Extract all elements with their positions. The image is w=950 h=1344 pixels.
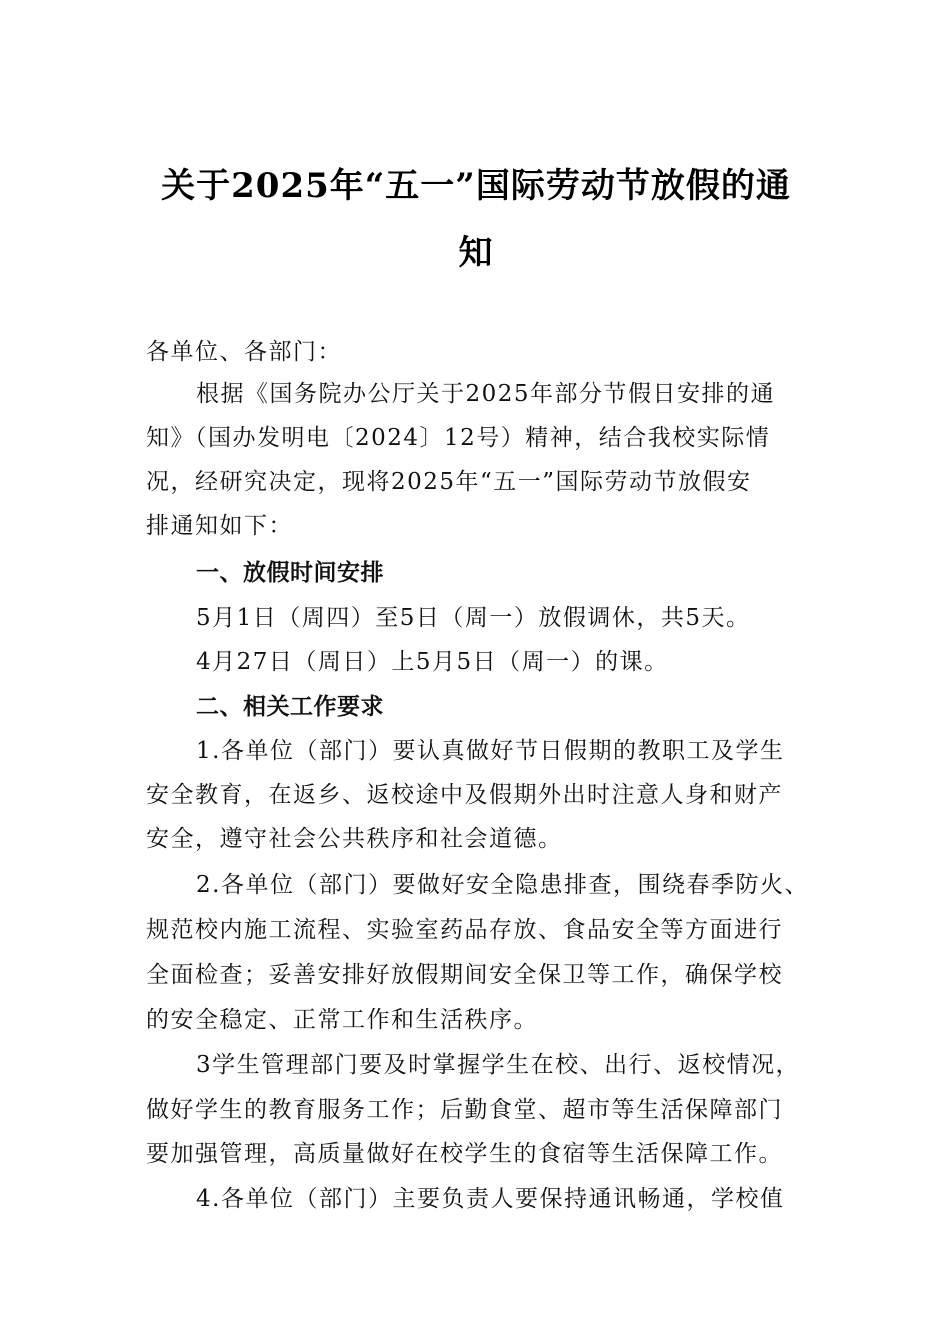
section1-line: 4月27日（周日）上5月5日（周一）的课。 <box>196 649 669 675</box>
item4-line: 4.各单位（部门）主要负责人要保持通讯畅通，学校值 <box>196 1186 785 1212</box>
intro-line: 知》（国办发明电〔2024〕12号）精神，结合我校实际情 <box>146 425 771 451</box>
item2-line: 的安全稳定、正常工作和生活秩序。 <box>146 1007 538 1033</box>
document-title-line-1: 关于2025年“五一”国际劳动节放假的通 <box>161 166 791 206</box>
item3-line: 做好学生的教育服务工作；后勤食堂、超市等生活保障部门 <box>146 1097 783 1123</box>
item2-line: 2.各单位（部门）要做好安全隐患排查，围绕春季防火、 <box>196 872 809 898</box>
intro-line: 根据《国务院办公厅关于2025年部分节假日安排的通 <box>196 381 776 407</box>
item2-line: 规范校内施工流程、实验室药品存放、食品安全等方面进行 <box>146 917 783 943</box>
intro-line: 排通知如下： <box>146 513 293 539</box>
item2-line: 全面检查；妥善安排好放假期间安全保卫等工作，确保学校 <box>146 962 783 988</box>
item3-line: 要加强管理，高质量做好在校学生的食宿等生活保障工作。 <box>146 1141 783 1167</box>
item3-line: 3学生管理部门要及时掌握学生在校、出行、返校情况， <box>196 1052 801 1078</box>
document-title-line-2: 知 <box>458 233 494 273</box>
section1-line: 5月1日（周四）至5日（周一）放假调休，共5天。 <box>196 605 751 631</box>
item1-line: 安全教育，在返乡、返校途中及假期外出时注意人身和财产 <box>146 782 783 808</box>
section-heading-2: 二、相关工作要求 <box>196 694 384 720</box>
salutation: 各单位、各部门： <box>146 339 342 365</box>
item1-line: 1.各单位（部门）要认真做好节日假期的教职工及学生 <box>196 738 785 764</box>
intro-line: 况，经研究决定，现将2025年“五一”国际劳动节放假安 <box>146 469 752 495</box>
section-heading-1: 一、放假时间安排 <box>196 560 384 586</box>
item1-line: 安全，遵守社会公共秩序和社会道德。 <box>146 826 563 852</box>
